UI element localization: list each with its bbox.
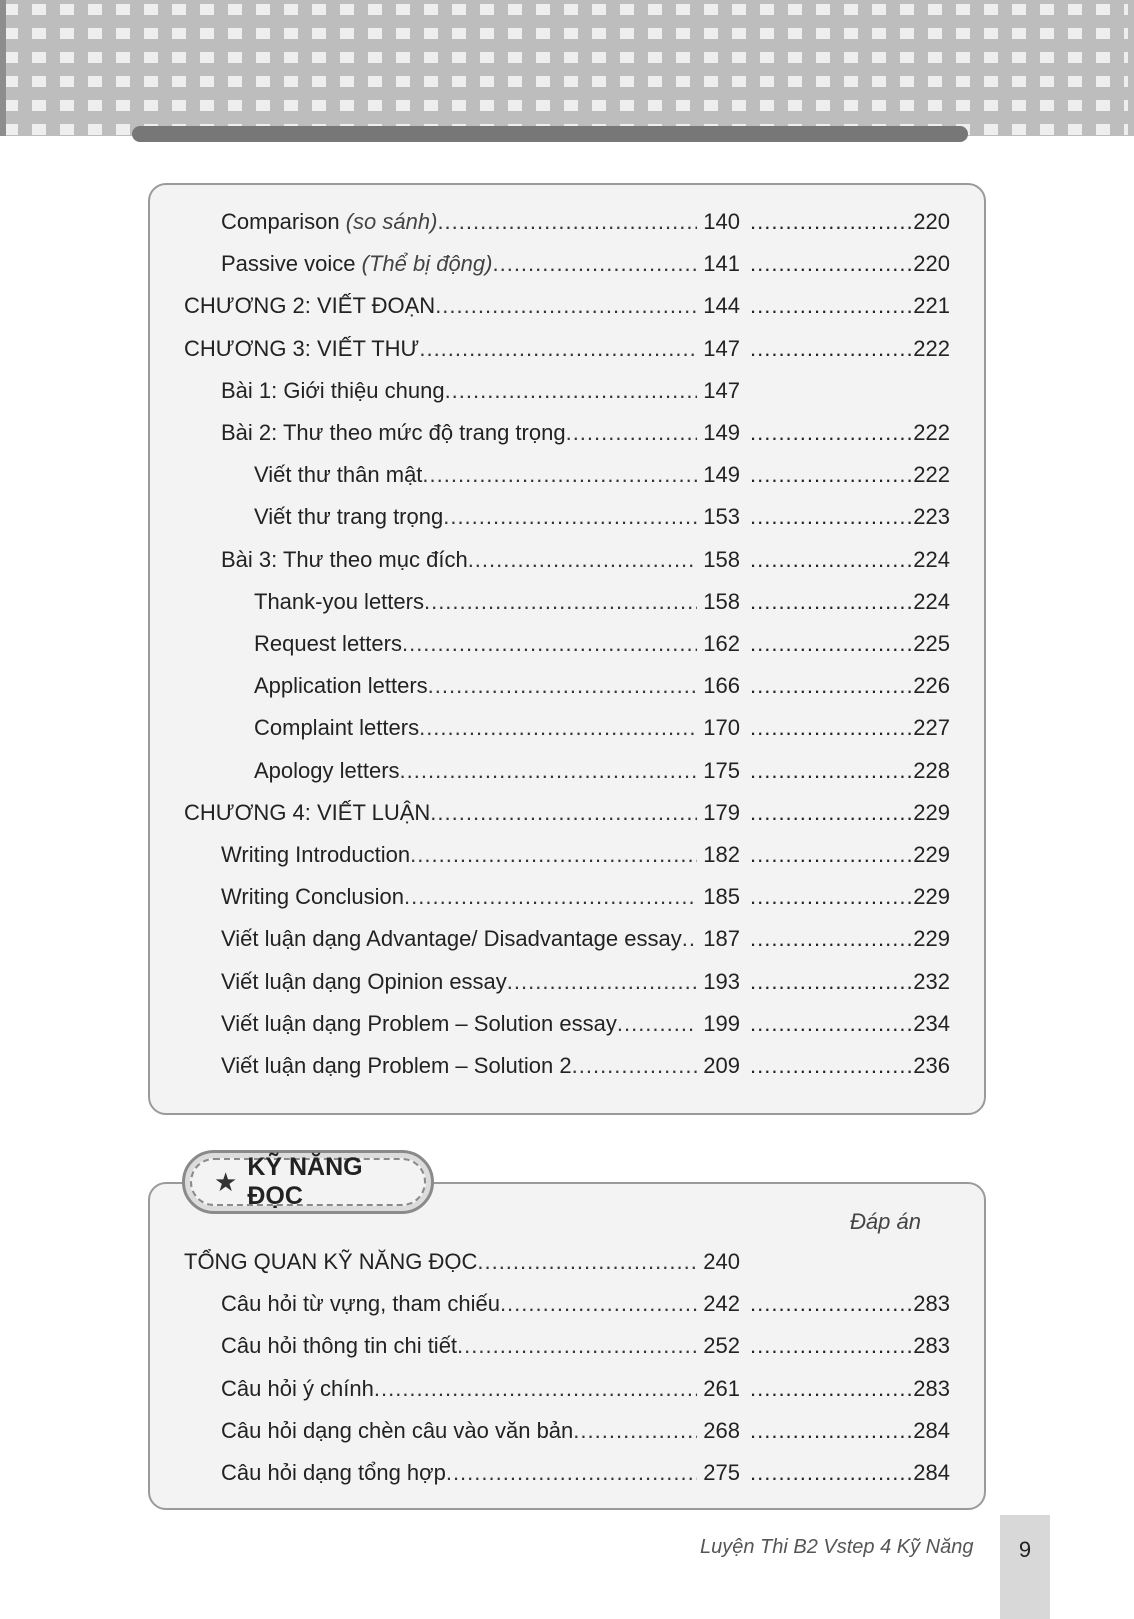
dot-leader [419,710,697,746]
dot-leader [437,204,697,240]
toc-entry-answer-page: 222 [913,462,950,488]
reading-entry-answer [750,1371,950,1407]
toc-entry-answer [750,710,950,746]
dot-leader [750,921,913,957]
toc-entry [184,331,746,367]
reading-entry [221,1328,746,1364]
page-number: 9 [1018,1537,1032,1562]
footer-book-title: Luyện Thi B2 Vstep 4 Kỹ Năng [700,1536,974,1558]
dot-leader [477,1244,697,1280]
toc-entry-answer [750,1048,950,1084]
toc-entry-answer [750,795,950,831]
dot-leader [507,964,697,1000]
toc-entry-page: 147 [703,377,740,403]
reading-entry-page: 240 [703,1249,740,1274]
page-number-tab [1000,1515,1050,1619]
toc-entry-answer [750,542,950,578]
toc-entry [221,964,746,1000]
toc-entry-title [221,373,445,409]
toc-entry-title [254,626,402,662]
toc-entry-label: Complaint letters [254,715,420,741]
toc-entry-answer-page: 226 [913,673,950,699]
toc-entry-label: Viết thư thân mật [254,462,423,488]
toc-entry-answer [750,668,950,704]
reading-entry-label: Câu hỏi thông tin chi tiết [221,1333,458,1359]
star-icon: ★ [214,1166,238,1197]
dot-leader [750,1006,913,1042]
toc-entry-label: Request letters [254,631,402,656]
dot-leader [500,1286,697,1322]
header-pattern-band [0,0,1134,136]
reading-entry-page: 242 [703,1291,740,1317]
toc-entry [221,921,746,957]
reading-entry-answer [750,1413,950,1449]
toc-entry-answer-page: 220 [913,209,950,234]
toc-entry-title [254,499,443,535]
reading-entry-answer-page: 283 [913,1375,950,1401]
toc-entry-answer-page: 229 [913,926,950,952]
reading-entry-label: TỔNG QUAN KỸ NĂNG ĐỌC [184,1249,478,1274]
toc-entry-translation: (so sánh) [345,209,438,234]
reading-entry-answer-page: 284 [913,1417,950,1443]
dot-leader [750,204,913,240]
toc-entry-answer-page: 224 [913,546,950,572]
toc-entry [221,879,746,915]
toc-entry-title [254,457,422,493]
dot-leader [468,542,698,578]
toc-entry-answer-page: 228 [913,757,950,783]
toc-entry [254,710,746,746]
toc-entry [254,626,746,662]
dot-leader [750,879,913,915]
toc-entry-page: 179 [703,799,740,825]
dot-leader [750,246,913,282]
dot-leader [446,1455,697,1491]
toc-entry-page: 162 [703,631,740,656]
dot-leader [750,1286,913,1322]
dot-leader [419,331,697,367]
dot-leader [750,1328,913,1364]
toc-entry-label: Thank-you letters [254,588,424,614]
toc-entry-label: Writing Conclusion [221,884,405,910]
dot-leader [750,1371,913,1407]
reading-entry-answer [750,1328,950,1364]
dot-leader [573,1413,697,1449]
toc-entry-title [221,246,492,282]
dot-leader [374,1371,697,1407]
reading-entry-answer [750,1455,950,1491]
toc-entry-answer [750,457,950,493]
reading-entry-label: Câu hỏi dạng tổng hợp [221,1460,446,1485]
toc-entry-label: Passive voice [221,251,362,277]
answer-column-header: Đáp án [850,1209,921,1234]
dot-leader [750,331,913,367]
toc-entry-title [254,753,400,789]
toc-entry [221,542,746,578]
toc-entry-answer-page: 236 [913,1053,950,1078]
dot-leader [422,457,697,493]
dot-leader [750,499,913,535]
toc-entry-answer-page: 225 [913,631,950,656]
dot-leader [750,837,913,873]
toc-entry-label: Bài 3: Thư theo mục đích [221,546,468,572]
header-divider-bar [132,126,968,142]
reading-entry-answer [750,1286,950,1322]
toc-entry-label: Viết luận dạng Opinion essay [221,968,507,994]
toc-entry-title [221,921,682,957]
dot-leader [750,710,913,746]
toc-entry-answer [750,626,950,662]
toc-entry-page: 175 [703,757,740,783]
toc-entry-answer-page: 221 [913,293,950,319]
toc-entry-page: 141 [703,251,740,277]
dot-leader [750,1413,913,1449]
toc-entry-page: 149 [703,462,740,488]
toc-entry [221,204,746,240]
reading-entry-title [221,1328,457,1364]
dot-leader [424,584,697,620]
toc-entry-title [184,795,430,831]
toc-entry-page: 144 [703,293,740,319]
reading-entry-label: Câu hỏi ý chính [221,1375,374,1401]
toc-entry-title [254,668,428,704]
reading-entry-answer-page: 283 [913,1291,950,1317]
reading-section-title: KỸ NĂNG ĐỌC [247,1153,363,1210]
reading-entry-title [184,1244,477,1280]
toc-entry [254,753,746,789]
toc-entry-answer [750,1006,950,1042]
dot-leader [750,542,913,578]
toc-entry-answer [750,499,950,535]
toc-entry-answer [750,331,950,367]
toc-entry-title [221,542,468,578]
toc-entry-answer-page: 229 [913,799,950,825]
toc-entry [254,457,746,493]
toc-entry-label: Apology letters [254,757,400,783]
toc-entry-title [221,415,566,451]
toc-entry-answer [750,921,950,957]
dot-leader [457,1328,697,1364]
toc-entry [221,837,746,873]
toc-entry-title [221,879,404,915]
toc-entry-label: CHƯƠNG 4: VIẾT LUẬN [184,799,431,825]
toc-entry-title [221,1048,572,1084]
dot-leader [410,837,697,873]
toc-entry-title [254,710,419,746]
toc-entry-answer [750,246,950,282]
dot-leader [682,921,698,957]
dot-leader [750,457,913,493]
reading-entry-answer-page: 284 [913,1460,950,1485]
reading-entry-title [221,1371,374,1407]
dot-leader [443,499,697,535]
toc-entry-page: 140 [703,209,740,234]
dot-leader [750,584,913,620]
toc-entry-answer-page: 222 [913,335,950,361]
dot-leader [404,879,697,915]
toc-entry [221,415,746,451]
toc-entry-page: 209 [703,1053,740,1078]
reading-entry-title [221,1413,573,1449]
toc-entry-answer-page: 229 [913,884,950,910]
toc-entry-title [221,837,410,873]
reading-entry-title [221,1286,500,1322]
toc-entry-answer [750,879,950,915]
reading-entry-page: 275 [703,1460,740,1485]
toc-entry-translation: (Thể bị động) [361,251,493,277]
toc-entry-page: 193 [703,968,740,994]
toc-entry-answer-page: 223 [913,504,950,530]
toc-entry [184,288,746,324]
reading-entry-label: Câu hỏi từ vựng, tham chiếu [221,1291,500,1317]
dot-leader [617,1006,697,1042]
toc-entry-answer-page: 222 [913,420,950,445]
toc-entry-page: 149 [703,420,740,445]
toc-entry-page: 185 [703,884,740,910]
toc-entry-label: Viết luận dạng Problem – Solution 2 [221,1053,572,1078]
toc-entry-page: 153 [703,504,740,530]
toc-entry-answer [750,837,950,873]
toc-entry-answer-page: 220 [913,251,950,277]
toc-entry-title [184,288,435,324]
dot-leader [750,626,913,662]
dot-leader [435,288,697,324]
dot-leader [566,415,698,451]
toc-entry-title [221,1006,617,1042]
reading-entry-label: Câu hỏi dạng chèn câu vào văn bản [221,1417,574,1443]
toc-entry-page: 170 [703,715,740,741]
toc-entry-title [221,964,507,1000]
toc-entry-label: Writing Introduction [221,842,411,867]
toc-entry-answer-page: 232 [913,968,950,994]
dot-leader [430,795,697,831]
dot-leader [750,964,913,1000]
toc-entry-label: Viết luận dạng Advantage/ Disadvantage essay [221,926,682,952]
toc-entry-page: 199 [703,1010,740,1036]
reading-section-tab [182,1150,434,1214]
reading-entry-page: 252 [703,1333,740,1359]
reading-entry-page: 261 [703,1375,740,1401]
toc-entry-answer-page: 224 [913,588,950,614]
toc-entry [221,1006,746,1042]
dot-leader [750,753,913,789]
toc-entry-label: Comparison [221,209,346,234]
reading-entry-title [221,1455,446,1491]
toc-entry-answer [750,204,950,240]
toc-entry-page: 187 [703,926,740,952]
dot-leader [750,1048,913,1084]
toc-entry-title [254,584,424,620]
toc-entry-label: Viết thư trang trọng [254,504,444,530]
reading-entry-answer-page: 283 [913,1333,950,1359]
toc-entry-page: 166 [703,673,740,699]
toc-entry-label: Bài 2: Thư theo mức độ trang trọng [221,420,566,445]
toc-entry-page: 158 [703,546,740,572]
toc-entry-answer [750,288,950,324]
toc-entry-label: Bài 1: Giới thiệu chung [221,377,445,403]
reading-entry [221,1413,746,1449]
toc-entry-answer [750,753,950,789]
toc-entry-answer-page: 229 [913,842,950,867]
dot-leader [750,288,913,324]
toc-entry-answer-page: 234 [913,1010,950,1036]
dot-leader [445,373,698,409]
dot-leader [400,753,698,789]
reading-entry [221,1455,746,1491]
toc-entry-label: CHƯƠNG 3: VIẾT THƯ [184,335,420,361]
dot-leader [428,668,698,704]
dot-leader [492,246,697,282]
toc-entry [221,1048,746,1084]
dot-leader [402,626,697,662]
toc-entry-title [221,204,437,240]
toc-entry-page: 147 [703,335,740,361]
toc-entry-answer [750,415,950,451]
toc-entry-answer-page: 227 [913,715,950,741]
toc-entry [254,668,746,704]
toc-entry [254,499,746,535]
dot-leader [572,1048,698,1084]
toc-entry-answer [750,584,950,620]
toc-entry [221,373,746,409]
toc-entry-label: Application letters [254,673,428,699]
reading-entry [221,1371,746,1407]
toc-entry-page: 158 [703,588,740,614]
toc-entry-label: CHƯƠNG 2: VIẾT ĐOẠN [184,293,436,319]
toc-entry-label: Viết luận dạng Problem – Solution essay [221,1010,617,1036]
reading-entry [221,1286,746,1322]
toc-entry [184,795,746,831]
toc-entry-answer [750,964,950,1000]
grid-pattern [0,0,1134,136]
dot-leader [750,415,913,451]
reading-entry [184,1244,746,1280]
toc-entry-page: 182 [703,842,740,867]
toc-entry [221,246,746,282]
dot-leader [750,795,913,831]
dot-leader [750,1455,913,1491]
toc-entry-title [184,331,419,367]
reading-entry-page: 268 [703,1417,740,1443]
toc-entry [254,584,746,620]
dot-leader [750,668,913,704]
